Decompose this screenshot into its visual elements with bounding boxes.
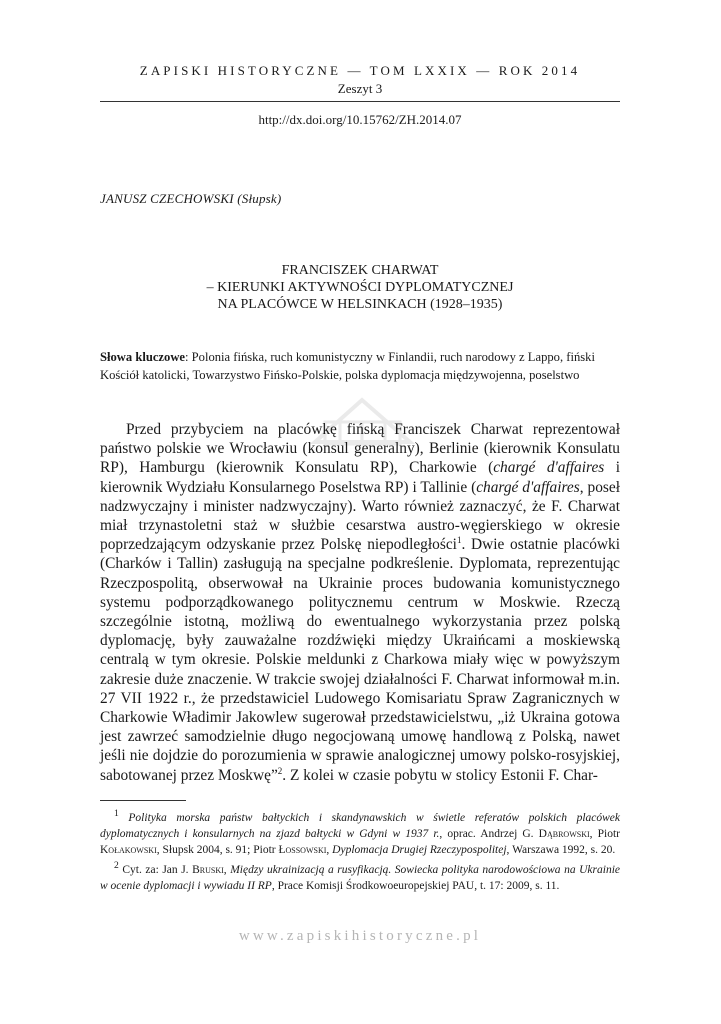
issue-number: Zeszyt 3 [337, 81, 383, 96]
journal-header: ZAPISKI HISTORYCZNE — TOM LXXIX — ROK 2014 [139, 63, 581, 78]
text-run: . Dwie ostatnie placówki (Charków i Tallin) zasługują na specjalne podkreślenie. Dyplomata, reprezentując Rzeczpospolitą, obserwował na Ukrainie proces budowania komunistycznego systemu podporządkowanego politycznemu centrum w Moskwie. Rzeczą szczególnie istotną, możliwą do ewentualnego wykorzystania przez polską dyplomację, były zauważalne rozdźwięki między Ukraińcami a moskiewską centralą w tym okresie. Polskie meldunki z Charkowa miały więc w powyższym zakresie duże znaczenie. W trakcie swojej działalności F. Charwat informował m.in. 27 VII 1922 r., że przedstawiciel Ludowego Komisariatu Spraw Zagranicznych w Charkowie Władimir Jakowlew sugerował przedstawicielstwu, „iż Ukraina gotowa jest zawrzeć samodzielnie długo negocjowaną umowę handlową z Polską, nawet jeśli nie dojdzie do porozumienia w sprawie analogicznej umowy polsko-rosyjskiej, sabotowanej przez Moskwę” [100, 536, 620, 784]
footnote-ref-2[interactable]: 2 [277, 765, 283, 776]
footnote-rule [100, 800, 186, 801]
author-name: JANUSZ CZECHOWSKI (Słupsk) [100, 191, 282, 206]
citation-title: Polityka morska państw bałtyckich i skandynawskich w świetle referatów polskich placówek dyplomatycznych i konsularnych na zjazd bałtycki w Gdyni w 1937 r. [100, 811, 621, 841]
article-body [100, 420, 620, 785]
author-surname: Dąbrowski [538, 828, 590, 841]
text-run: , Warszawa 1992, s. 20. [506, 844, 616, 857]
doi-link[interactable]: http://dx.doi.org/10.15762/ZH.2014.07 [258, 112, 462, 127]
title-line-1: FRANCISZEK CHARWAT [281, 263, 439, 278]
text-run: . Z kolei w czasie pobytu w stolicy Estonii F. Char- [282, 766, 598, 784]
text-run: Cyt. za: Jan J. [118, 864, 193, 877]
text-run: Przed przybyciem na placówkę fińską Franciszek Charwat reprezentował państwo polskie we Wrocławiu (konsul generalny), Berlinie (kierownik Konsulatu RP), Hamburgu (kierownik Konsulatu RP), Charkowie ( [100, 421, 620, 477]
title-line-3: NA PLACÓWCE W HELSINKACH (1928–1935) [217, 297, 503, 312]
text-run: , oprac. Andrzej G. [439, 828, 539, 841]
author-surname: Kołakowski [100, 844, 157, 857]
article-title [100, 262, 620, 313]
text-run: , Piotr [589, 828, 620, 841]
citation-title: Dyplomacja Drugiej Rzeczypospolitej [332, 844, 507, 857]
text-run: , [223, 864, 231, 877]
keywords [100, 348, 620, 384]
author-surname: Bruski [192, 864, 224, 877]
footnote-2 [100, 858, 620, 894]
text-run: i kierownik Wydziału Konsularnego Poselstwa RP) i Tallinie ( [100, 459, 620, 496]
text-run: , [326, 844, 333, 857]
italic-term: chargé d'affaires [493, 459, 605, 477]
footnote-number: 2 [114, 860, 119, 872]
author-surname: Łossowski [278, 844, 327, 857]
citation-title: Między ukrainizacją a rusyfikacją. Sowiecka polityka narodowościowa na Ukrainie w ocenie dyplomacji i wywiadu II RP [100, 864, 620, 893]
footnotes [100, 806, 620, 895]
text-run: , poseł nadzwyczajny i minister nadzwyczajny). Warto również zaznaczyć, że F. Charwat miał trzynastoletni staż w służbie cesarstwa austro-węgierskiego w okresie poprzedzającym odzyskanie przez Polskę niepodległości [100, 478, 620, 554]
footnote-1 [100, 806, 620, 858]
italic-term: chargé d'affaires [476, 478, 580, 496]
website-footer[interactable]: www.zapiskihistoryczne.pl [238, 928, 482, 944]
footnote-ref-1[interactable]: 1 [456, 535, 462, 546]
keywords-text: : Polonia fińska, ruch komunistyczny w Finlandii, ruch narodowy z Lappo, fiński Kościół katolicki, Towarzystwo Fińsko-Polskie, polska dyplomacja międzywojenna, poselstwo [100, 350, 595, 382]
text-run: , Słupsk 2004, s. 91; Piotr [156, 844, 279, 857]
footnote-number: 1 [114, 808, 119, 819]
header-rule [100, 101, 620, 102]
title-line-2: – KIERUNKI AKTYWNOŚCI DYPLOMATYCZNEJ [206, 280, 514, 295]
body-paragraph [100, 420, 620, 785]
keywords-label: Słowa kluczowe [100, 350, 186, 364]
text-run: , Prace Komisji Środkowoeuropejskiej PAU, t. 17: 2009, s. 11. [271, 880, 560, 893]
